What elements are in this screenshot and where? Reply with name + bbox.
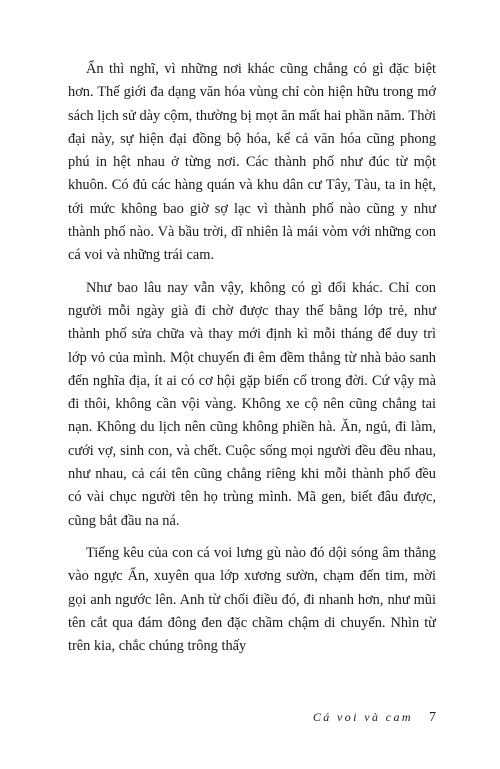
paragraph-3: Tiếng kêu của con cá voi lưng gù nào đó dội sóng âm thẳng vào ngực Ẩn, xuyên qua lớp xương sườn, chạm đến tim, mời gọi anh ngước lên. Anh từ chối điều đó, đi nhanh hơn, như mũi tên cắt qua đám đông đen đặc chầm chậm di chuyển. Nhìn từ trên kia, chắc chúng trông thấy <box>68 544 436 655</box>
running-title: Cá voi và cam <box>312 710 413 724</box>
page-footer <box>0 708 436 726</box>
paragraph-2: Như bao lâu nay vẫn vậy, không có gì đổi khác. Chỉ con người mỗi ngày già đi chờ được thay thế bằng lớp trẻ, như thành phố sửa chữa và thay mới định kì mỗi tháng để duy trì lớp vỏ của mình. Một chuyến đi êm đềm thẳng từ nhà bảo sanh đến nghĩa địa, ít ai có cơ hội gặp biến cố trong đời. Cứ vậy mà đi thôi, không cần vội vàng. Không xe cộ nên cũng chẳng tai nạn. Không du lịch nên cũng không phiền hà. Ăn, ngủ, đi làm, cưới vợ, sinh con, và chết. Cuộc sống mọi người đều đều nhau, như nhau, cả cái tên cũng chẳng riêng khi mỗi thành phố đều có vài chục người tên họ trùng mình. Mã gen, biết đâu được, cũng bắt đầu na ná. <box>68 279 436 529</box>
paragraph-1: Ẩn thì nghĩ, vì những nơi khác cũng chẳng có gì đặc biệt hơn. Thế giới đa dạng văn hóa vùng chỉ còn hiện hữu trong mớ sách lịch sử dày cộm, thường bị mọt ăn mất hai phần năm. Thời đại này, sự hiện đại đồng bộ hóa, kể cả văn hóa cũng phong phú in hệt nhau ở từng nơi. Các thành phố như đúc từ một khuôn. Có đủ các hàng quán và khu dân cư Tây, Tàu, ta in hệt, tới mức không bao giờ sợ lạc vì thành phố nào cũng y như thành phố nào. Và bầu trời, dĩ nhiên là mái vòm với những con cá voi và những trái cam. <box>68 61 436 264</box>
page-number: 7 <box>429 710 436 725</box>
body-text <box>68 58 436 667</box>
